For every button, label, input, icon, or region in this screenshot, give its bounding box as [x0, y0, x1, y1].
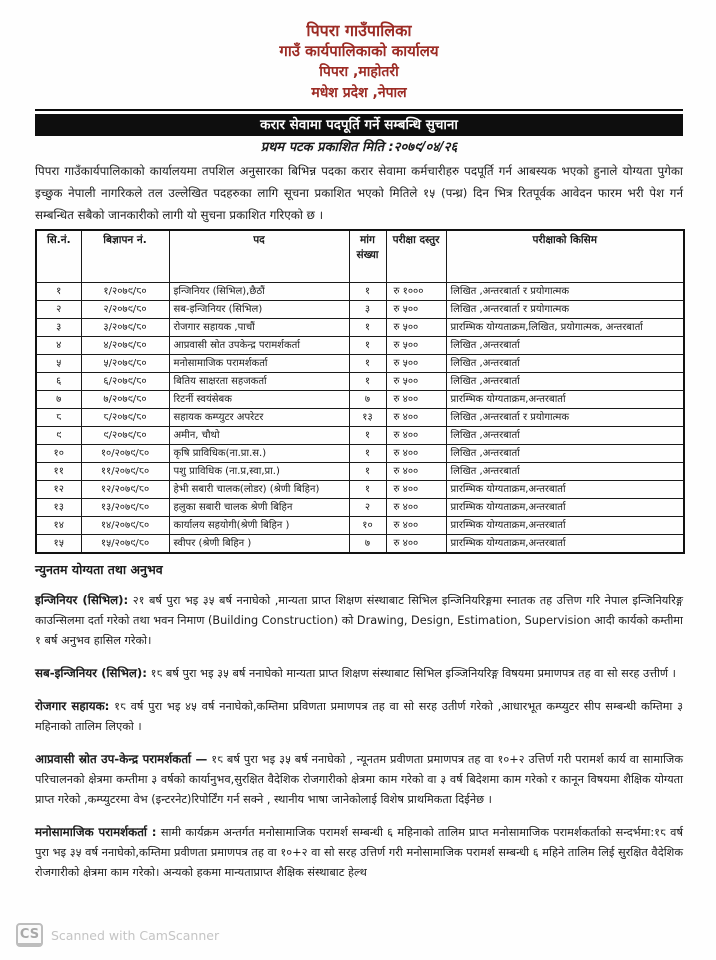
section-body: १८ बर्ष पुरा भइ ३५ बर्ष ननाघेको , न्यूनतम प्रवीणता प्रमाणपत्र तह वा १०+२ उत्तिर्ण गरी परामर्श कार्य वा सामाजिक परिचालनको क्षेत्रमा कम्तीमा ३ वर्षको कार्यानुभव,सुरक्षित वैदेशिक रोजगारीको क्षेत्रमा काम गरेको वा ३ वर्ष बिदेशमा काम गरेको र कानून विषयमा शैक्षिक योग्यता प्राप्त गरेको ,कम्प्युटरमा वेभ (इन्टरनेट)रिपोर्टिंग गर्न सक्ने , स्थानीय भाषा जानेकोलाई विशेष प्राथमिकता दिईनेछ । [35, 752, 683, 806]
notice-title-bar: करार सेवामा पदपूर्ति गर्ने सम्बन्धि सुचाना [35, 114, 683, 136]
watermark-text: Scanned with CamScanner [51, 927, 220, 943]
table-row [36, 444, 684, 462]
section-body: १८ वर्ष पुरा भइ ४५ वर्ष ननाघेको,कम्तिमा प्रविणता प्रमाणपत्र तह वा सो सरह उतीर्ण गरेको ,आधारभूत कम्प्युटर सीप सम्बन्धी कम्तिमा ३ महिनाको तालिम लिएको । [35, 699, 683, 733]
table-cell: ८/२०७९/८० [81, 408, 169, 426]
table-cell: १ [349, 480, 386, 498]
table-cell: लिखित ,अन्तरबार्ता [446, 444, 684, 462]
table-cell: रु ४०० [386, 480, 446, 498]
qualification-section [35, 590, 683, 651]
table-cell: ३/२०७९/८० [81, 318, 169, 336]
section-body: सामी कार्यक्रम अन्तर्गत मनोसामाजिक परामर्श सम्बन्धी ६ महिनाको तालिम प्राप्त मनोसामाजिक परामर्शकर्ताको सन्दर्भमा:१८ वर्ष पुरा भइ ३५ वर्ष ननाघेको,कम्तिमा प्रवीणता प्रमाणपत्र तह वा १०+२ वा सो सरह उत्तिर्ण गरी मनोसामाजिक परामर्श सम्बन्धी ६ महिने तालिम लिई सुरक्षित वैदेशिक रोजगारीको क्षेत्रमा काम गरेको। अन्यको हकमा मान्यताप्राप्त शैक्षिक संस्थाबाट हेल्थ [35, 825, 683, 879]
table-row [36, 480, 684, 498]
table-cell: ४ [36, 336, 81, 354]
table-row [36, 426, 684, 444]
table-cell: लिखित ,अन्तरबार्ता [446, 426, 684, 444]
camscanner-icon: CS [16, 923, 43, 947]
table-cell: ३ [36, 318, 81, 336]
col-header-post: पद [169, 230, 349, 282]
table-cell: २/२०७९/८० [81, 300, 169, 318]
table-cell: १५ [36, 534, 81, 553]
table-cell: १२ [36, 480, 81, 498]
table-cell: हेभी सबारी चालक(लोडर) (श्रेणी बिहिन) [169, 480, 349, 498]
qualification-section [35, 749, 683, 810]
table-cell: कृषि प्राविधिक(ना.प्रा.स.) [169, 444, 349, 462]
table-cell: लिखित ,अन्तरबार्ता [446, 354, 684, 372]
table-cell: रु १००० [386, 282, 446, 300]
table-row [36, 282, 684, 300]
col-header-serial: सि.नं. [36, 230, 81, 282]
table-cell: ६/२०७९/८० [81, 372, 169, 390]
table-cell: १ [349, 444, 386, 462]
table-cell: ११ [36, 462, 81, 480]
table-cell: रु ५०० [386, 300, 446, 318]
letterhead [35, 20, 683, 104]
table-cell: रिटर्नी स्वयंसेबक [169, 390, 349, 408]
section-title: इन्जिनियर (सिभिल): [35, 592, 129, 607]
col-header-demand: मांग संख्या [349, 230, 386, 282]
table-row [36, 354, 684, 372]
table-cell: रु ४०० [386, 426, 446, 444]
table-cell: हलुका सबारी चालक श्रेणी बिहिन [169, 498, 349, 516]
table-cell: रु ४०० [386, 408, 446, 426]
section-title: मनोसामाजिक परामर्शकर्ता : [35, 824, 157, 839]
table-row [36, 372, 684, 390]
table-cell: लिखित ,अन्तरबार्ता र प्रयोगात्मक [446, 408, 684, 426]
table-cell: आप्रवासी स्रोत उपकेन्द्र परामर्शकर्ता [169, 336, 349, 354]
table-cell: ७ [349, 534, 386, 553]
table-cell: सब-इन्जिनियर (सिभिल) [169, 300, 349, 318]
table-cell: लिखित ,अन्तरबार्ता [446, 462, 684, 480]
table-cell: बितिय साक्षरता सहजकर्ता [169, 372, 349, 390]
table-cell: प्रारम्भिक योग्यताक्रम,लिखित, प्रयोगात्मक, अन्तरबार्ता [446, 318, 684, 336]
table-cell: १४ [36, 516, 81, 534]
section-title: सब-इन्जिनियर (सिभिल): [35, 665, 147, 680]
table-row [36, 534, 684, 553]
table-cell: १० [36, 444, 81, 462]
org-province: मधेश प्रदेश ,नेपाल [311, 85, 407, 101]
table-cell: ७ [349, 390, 386, 408]
table-cell: रोजगार सहायक ,पाचौं [169, 318, 349, 336]
table-cell: स्वीपर (श्रेणी बिहिन ) [169, 534, 349, 553]
table-cell: ७/२०७९/८० [81, 390, 169, 408]
org-office: गाउँ कार्यपालिकाको कार्यालय [279, 42, 439, 60]
qualification-section [35, 696, 683, 737]
table-cell: अमीन, चौथो [169, 426, 349, 444]
table-cell: ३ [349, 300, 386, 318]
table-cell: लिखित ,अन्तरबार्ता [446, 372, 684, 390]
table-row [36, 462, 684, 480]
table-cell: ११/२०७९/८० [81, 462, 169, 480]
table-cell: रु ५०० [386, 372, 446, 390]
table-cell: इन्जिनियर (सिभिल),छैठौं [169, 282, 349, 300]
table-cell: १० [349, 516, 386, 534]
qualification-section [35, 663, 683, 684]
table-cell: पशु प्राविधिक (ना.प्र,स्वा,प्रा.) [169, 462, 349, 480]
table-cell: १२/२०७९/८० [81, 480, 169, 498]
vacancy-table-body [36, 282, 684, 553]
table-cell: १ [349, 462, 386, 480]
table-cell: १५/२०७९/८० [81, 534, 169, 553]
table-cell: प्रारम्भिक योग्यताक्रम,अन्तरबार्ता [446, 516, 684, 534]
table-cell: रु ५०० [386, 318, 446, 336]
section-title: रोजगार सहायक: [35, 698, 110, 713]
table-cell: लिखित ,अन्तरबार्ता [446, 336, 684, 354]
table-cell: १४/२०७९/८० [81, 516, 169, 534]
horizontal-rule [35, 109, 683, 111]
section-body: १८ बर्ष पुरा भइ ३५ बर्ष ननाघेको मान्यता प्राप्त शिक्षण संस्थाबाट सिभिल इञ्जिनियरिङ्ग विषयमा प्रमाणपत्र तह वा सो सरह उत्तीर्ण । [146, 666, 676, 680]
table-cell: लिखित ,अन्तरबार्ता र प्रयोगात्मक [446, 282, 684, 300]
table-cell: १ [349, 354, 386, 372]
table-cell: १ [349, 372, 386, 390]
table-cell: १ [349, 318, 386, 336]
table-cell: ९/२०७९/८० [81, 426, 169, 444]
table-cell: प्रारम्भिक योग्यताक्रम,अन्तरबार्ता [446, 390, 684, 408]
table-row [36, 336, 684, 354]
table-row [36, 408, 684, 426]
table-cell: २ [36, 300, 81, 318]
qualification-section [35, 822, 683, 883]
table-cell: रु ४०० [386, 462, 446, 480]
table-cell: १ [349, 426, 386, 444]
table-cell: ६ [36, 372, 81, 390]
table-cell: मनोसामाजिक परामर्शकर्ता [169, 354, 349, 372]
table-cell: ७ [36, 390, 81, 408]
vacancy-table [35, 229, 685, 554]
table-cell: रु ४०० [386, 498, 446, 516]
qualifications-heading: न्युनतम योग्यता तथा अनुभव [35, 561, 163, 577]
table-cell: प्रारम्भिक योग्यताक्रम,अन्तरबार्ता [446, 480, 684, 498]
org-name: पिपरा गाउँपालिका [306, 21, 412, 40]
table-cell: ८ [36, 408, 81, 426]
table-cell: ९ [36, 426, 81, 444]
section-title: आप्रवासी स्रोत उप-केन्द्र परामर्शकर्ता — [35, 751, 208, 766]
table-cell: १ [349, 336, 386, 354]
qualification-sections [35, 590, 683, 883]
table-row [36, 300, 684, 318]
section-body: २१ बर्ष पुरा भइ ३५ बर्ष ननाघेको ,मान्यता प्राप्त शिक्षण संस्थाबाट सिभिल इन्जिनियरिङ्गमा स्नातक तह उत्तिण गरि नेपाल इन्जिनियरिङ्ग काउन्सिलमा दर्ता गरेको तथा भवन निमाण (Building Construction) को Drawing, Design, Estimation, Supervision आदी कार्यको कम्तीमा १ बर्ष अनुभव हासिल गरेको। [35, 593, 684, 647]
table-cell: लिखित ,अन्तरबार्ता र प्रयोगात्मक [446, 300, 684, 318]
table-cell: १ [36, 282, 81, 300]
table-header [36, 230, 684, 282]
col-header-fee: परीक्षा दस्तुर [386, 230, 446, 282]
table-cell: प्रारम्भिक योग्यताक्रम,अन्तरबार्ता [446, 534, 684, 553]
table-cell: सहायक कम्प्युटर अपरेटर [169, 408, 349, 426]
table-cell: १३/२०७९/८० [81, 498, 169, 516]
table-cell: २ [349, 498, 386, 516]
table-cell: १०/२०७९/८० [81, 444, 169, 462]
table-cell: रु ४०० [386, 534, 446, 553]
table-cell: १३ [36, 498, 81, 516]
table-row [36, 318, 684, 336]
table-cell: रु ५०० [386, 336, 446, 354]
table-cell: रु ४०० [386, 444, 446, 462]
table-row [36, 390, 684, 408]
table-cell: कार्यालय सहयोगी(श्रेणी बिहिन ) [169, 516, 349, 534]
col-header-advert: बिज्ञापन नं. [81, 230, 169, 282]
camscanner-watermark [16, 923, 219, 947]
published-date-line: प्रथम पटक प्रकाशित मिति :२०७९/०४/२६ [260, 140, 458, 155]
table-cell: १ [349, 282, 386, 300]
table-cell: १३ [349, 408, 386, 426]
table-cell: रु ४०० [386, 390, 446, 408]
table-row [36, 498, 684, 516]
table-row [36, 516, 684, 534]
col-header-examtype: परीक्षाको किसिम [446, 230, 684, 282]
table-cell: ५ [36, 354, 81, 372]
table-cell: ४/२०७९/८० [81, 336, 169, 354]
table-cell: प्रारम्भिक योग्यताक्रम,अन्तरबार्ता [446, 498, 684, 516]
table-cell: रु ४०० [386, 516, 446, 534]
table-cell: रु ५०० [386, 354, 446, 372]
intro-paragraph: पिपरा गाउँकार्यपालिकाको कार्यालयमा तपशिल अनुसारका बिभिन्न पदका करार सेवामा कर्मचारीहरु पदपूर्ति गर्न आबस्यक भएको हुनाले योग्यता पुगेका इच्छुक नेपाली नागरिकले तल उल्लेखित पदहरुका लागि सूचना प्रकाशित भएको मितिले १५ (पन्ध्र) दिन भित्र रितपूर्वक आवेदन फारम भरी पेश गर्न सम्बन्धित सबैको जानकारीको लागी यो सुचना प्रकाशित गरिएको छ । [35, 164, 683, 222]
org-address: पिपरा ,माहोतरी [319, 64, 399, 80]
table-cell: १/२०७९/८० [81, 282, 169, 300]
table-cell: ५/२०७९/८० [81, 354, 169, 372]
